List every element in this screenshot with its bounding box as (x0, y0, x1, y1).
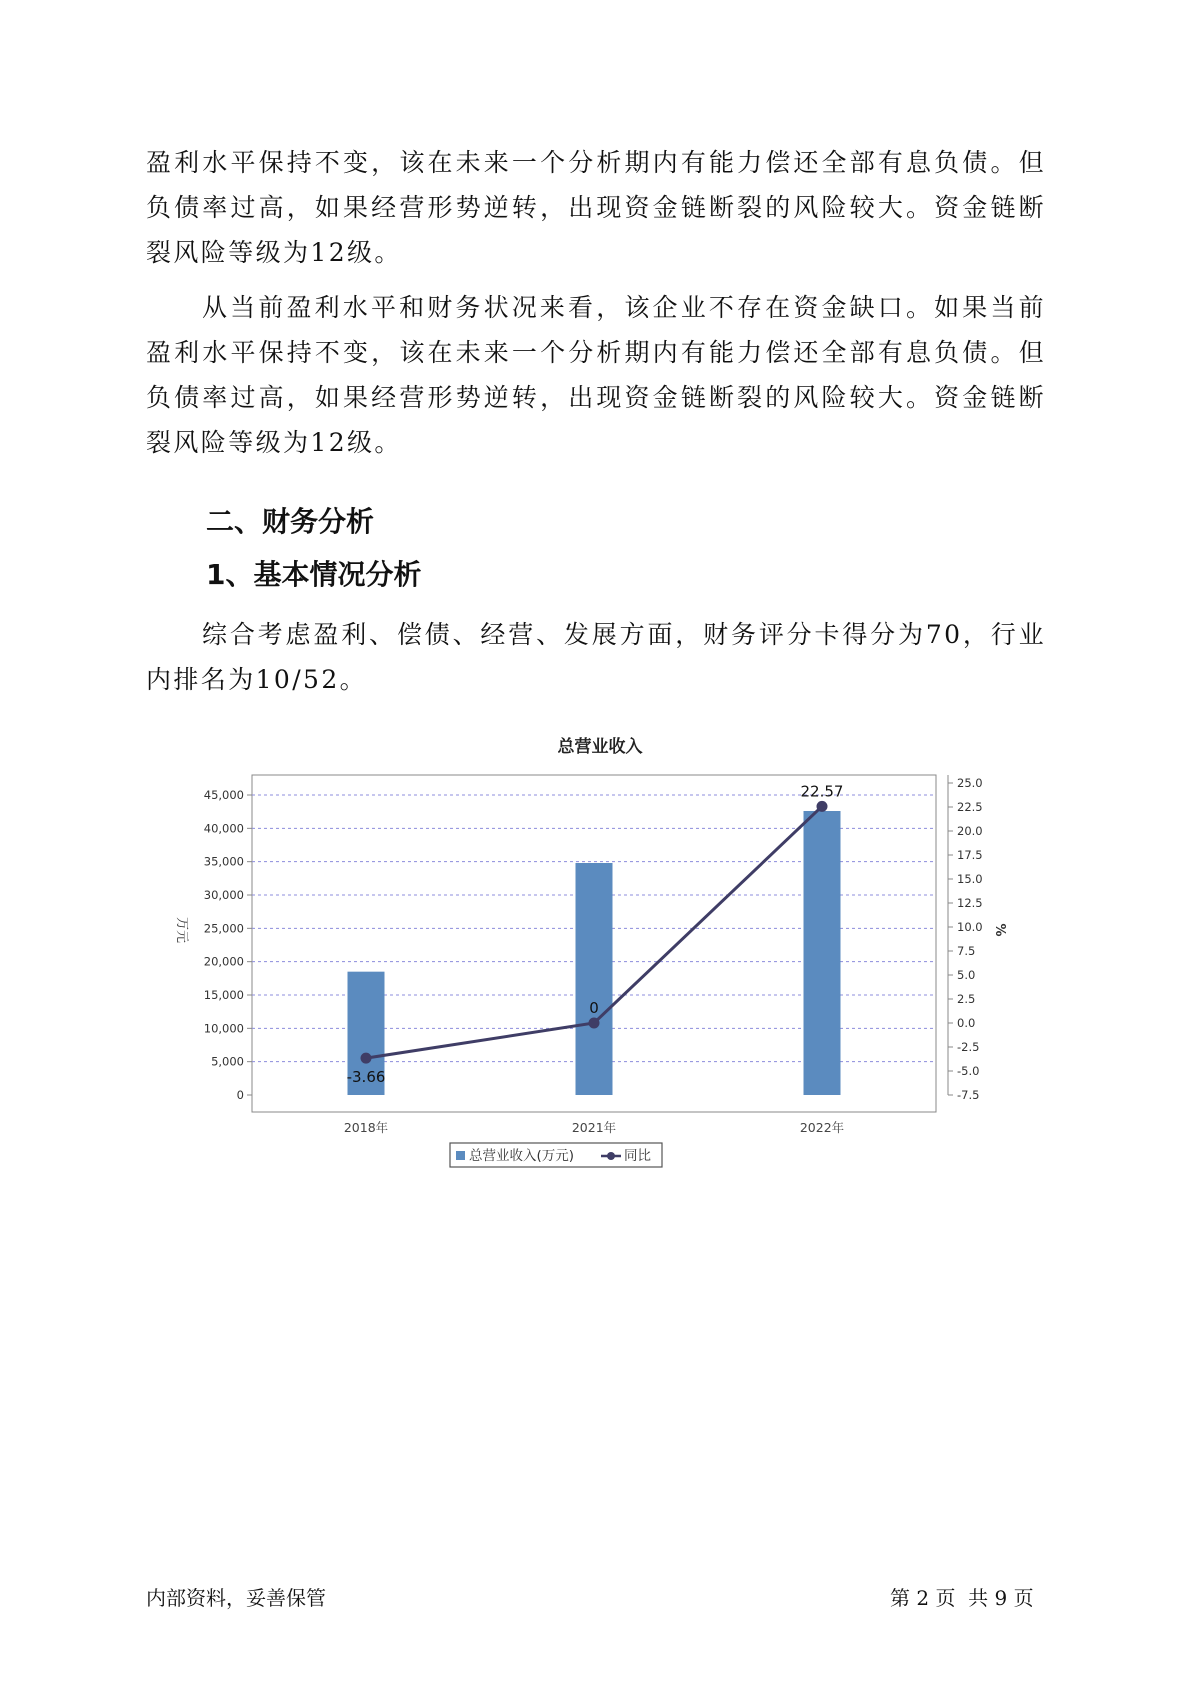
revenue-chart (160, 720, 1040, 1180)
paragraph-3: 综合考虑盈利、偿债、经营、发展方面，财务评分卡得分为70，行业内排名为10/52。 (146, 620, 1046, 694)
revenue-chart-svg (160, 720, 1040, 1180)
left-tick-label: 40,000 (203, 821, 244, 836)
x-tick-label: 2022年 (799, 1120, 845, 1135)
right-tick-label: 15.0 (957, 872, 983, 886)
left-tick-label: 5,000 (211, 1054, 244, 1069)
right-tick-label: 2.5 (957, 992, 976, 1006)
revenue-bar (576, 863, 613, 1095)
right-axis (948, 776, 983, 1102)
paragraph-1: 盈利水平保持不变，该在未来一个分析期内有能力偿还全部有息负债。但负债率过高，如果经营形势逆转，出现资金链断裂的风险较大。资金链断裂风险等级为12级。 (146, 148, 1046, 267)
yoy-data-label: -3.66 (346, 1068, 386, 1087)
left-axis (204, 788, 252, 1102)
right-tick-label: 10.0 (957, 920, 983, 934)
legend-bar-swatch (456, 1151, 465, 1160)
left-tick-label: 25,000 (203, 921, 244, 936)
y-axis-label: 万元 (174, 916, 189, 944)
legend-bar-label: 总营业收入(万元) (469, 1148, 575, 1164)
right-tick-label: -2.5 (957, 1040, 980, 1054)
footer-confidential: 内部资料，妥善保管 (146, 1586, 326, 1610)
right-tick-label: 22.5 (957, 800, 983, 814)
right-tick-label: 0.0 (957, 1016, 976, 1030)
yoy-data-label: 0 (589, 999, 599, 1017)
right-tick-label: 25.0 (957, 776, 983, 790)
x-tick-label: 2021年 (571, 1120, 617, 1135)
subsection-heading: 1、基本情况分析 (206, 558, 422, 591)
chart-title: 总营业收入 (557, 737, 643, 757)
section-heading: 二、财务分析 (206, 505, 375, 538)
yoy-point (589, 1018, 600, 1029)
left-tick-label: 45,000 (203, 788, 244, 802)
left-tick-label: 10,000 (203, 1021, 244, 1036)
right-tick-label: 12.5 (957, 896, 983, 910)
right-tick-label: 17.5 (957, 848, 983, 862)
right-tick-label: 20.0 (957, 824, 983, 838)
left-tick-label: 30,000 (203, 888, 244, 902)
yoy-point (817, 801, 828, 812)
chart-legend (450, 1143, 662, 1167)
revenue-bar (804, 811, 841, 1095)
left-tick-label: 35,000 (203, 854, 244, 869)
right-tick-label: -7.5 (957, 1088, 980, 1102)
left-tick-label: 15,000 (203, 988, 244, 1002)
right-tick-label: 5.0 (957, 968, 976, 982)
legend-line-label: 同比 (624, 1148, 651, 1164)
left-tick-label: 0 (236, 1088, 244, 1102)
yoy-point (361, 1053, 372, 1064)
paragraph-2: 从当前盈利水平和财务状况来看，该企业不存在资金缺口。如果当前盈利水平保持不变，该在未来一个分析期内有能力偿还全部有息负债。但负债率过高，如果经营形势逆转，出现资金链断裂的风险较大。资金链断裂风险等级为12级。 (146, 293, 1046, 457)
yoy-data-label: 22.57 (800, 782, 844, 801)
footer-page-number: 第 2 页 共 9 页 (890, 1586, 1034, 1610)
x-axis-labels (344, 1120, 844, 1135)
legend-line-marker (607, 1152, 615, 1160)
left-tick-label: 20,000 (203, 954, 244, 969)
y2-axis-label: % (992, 923, 1007, 937)
x-tick-label: 2018年 (343, 1120, 389, 1135)
right-tick-label: -5.0 (957, 1064, 980, 1078)
right-tick-label: 7.5 (957, 944, 976, 958)
